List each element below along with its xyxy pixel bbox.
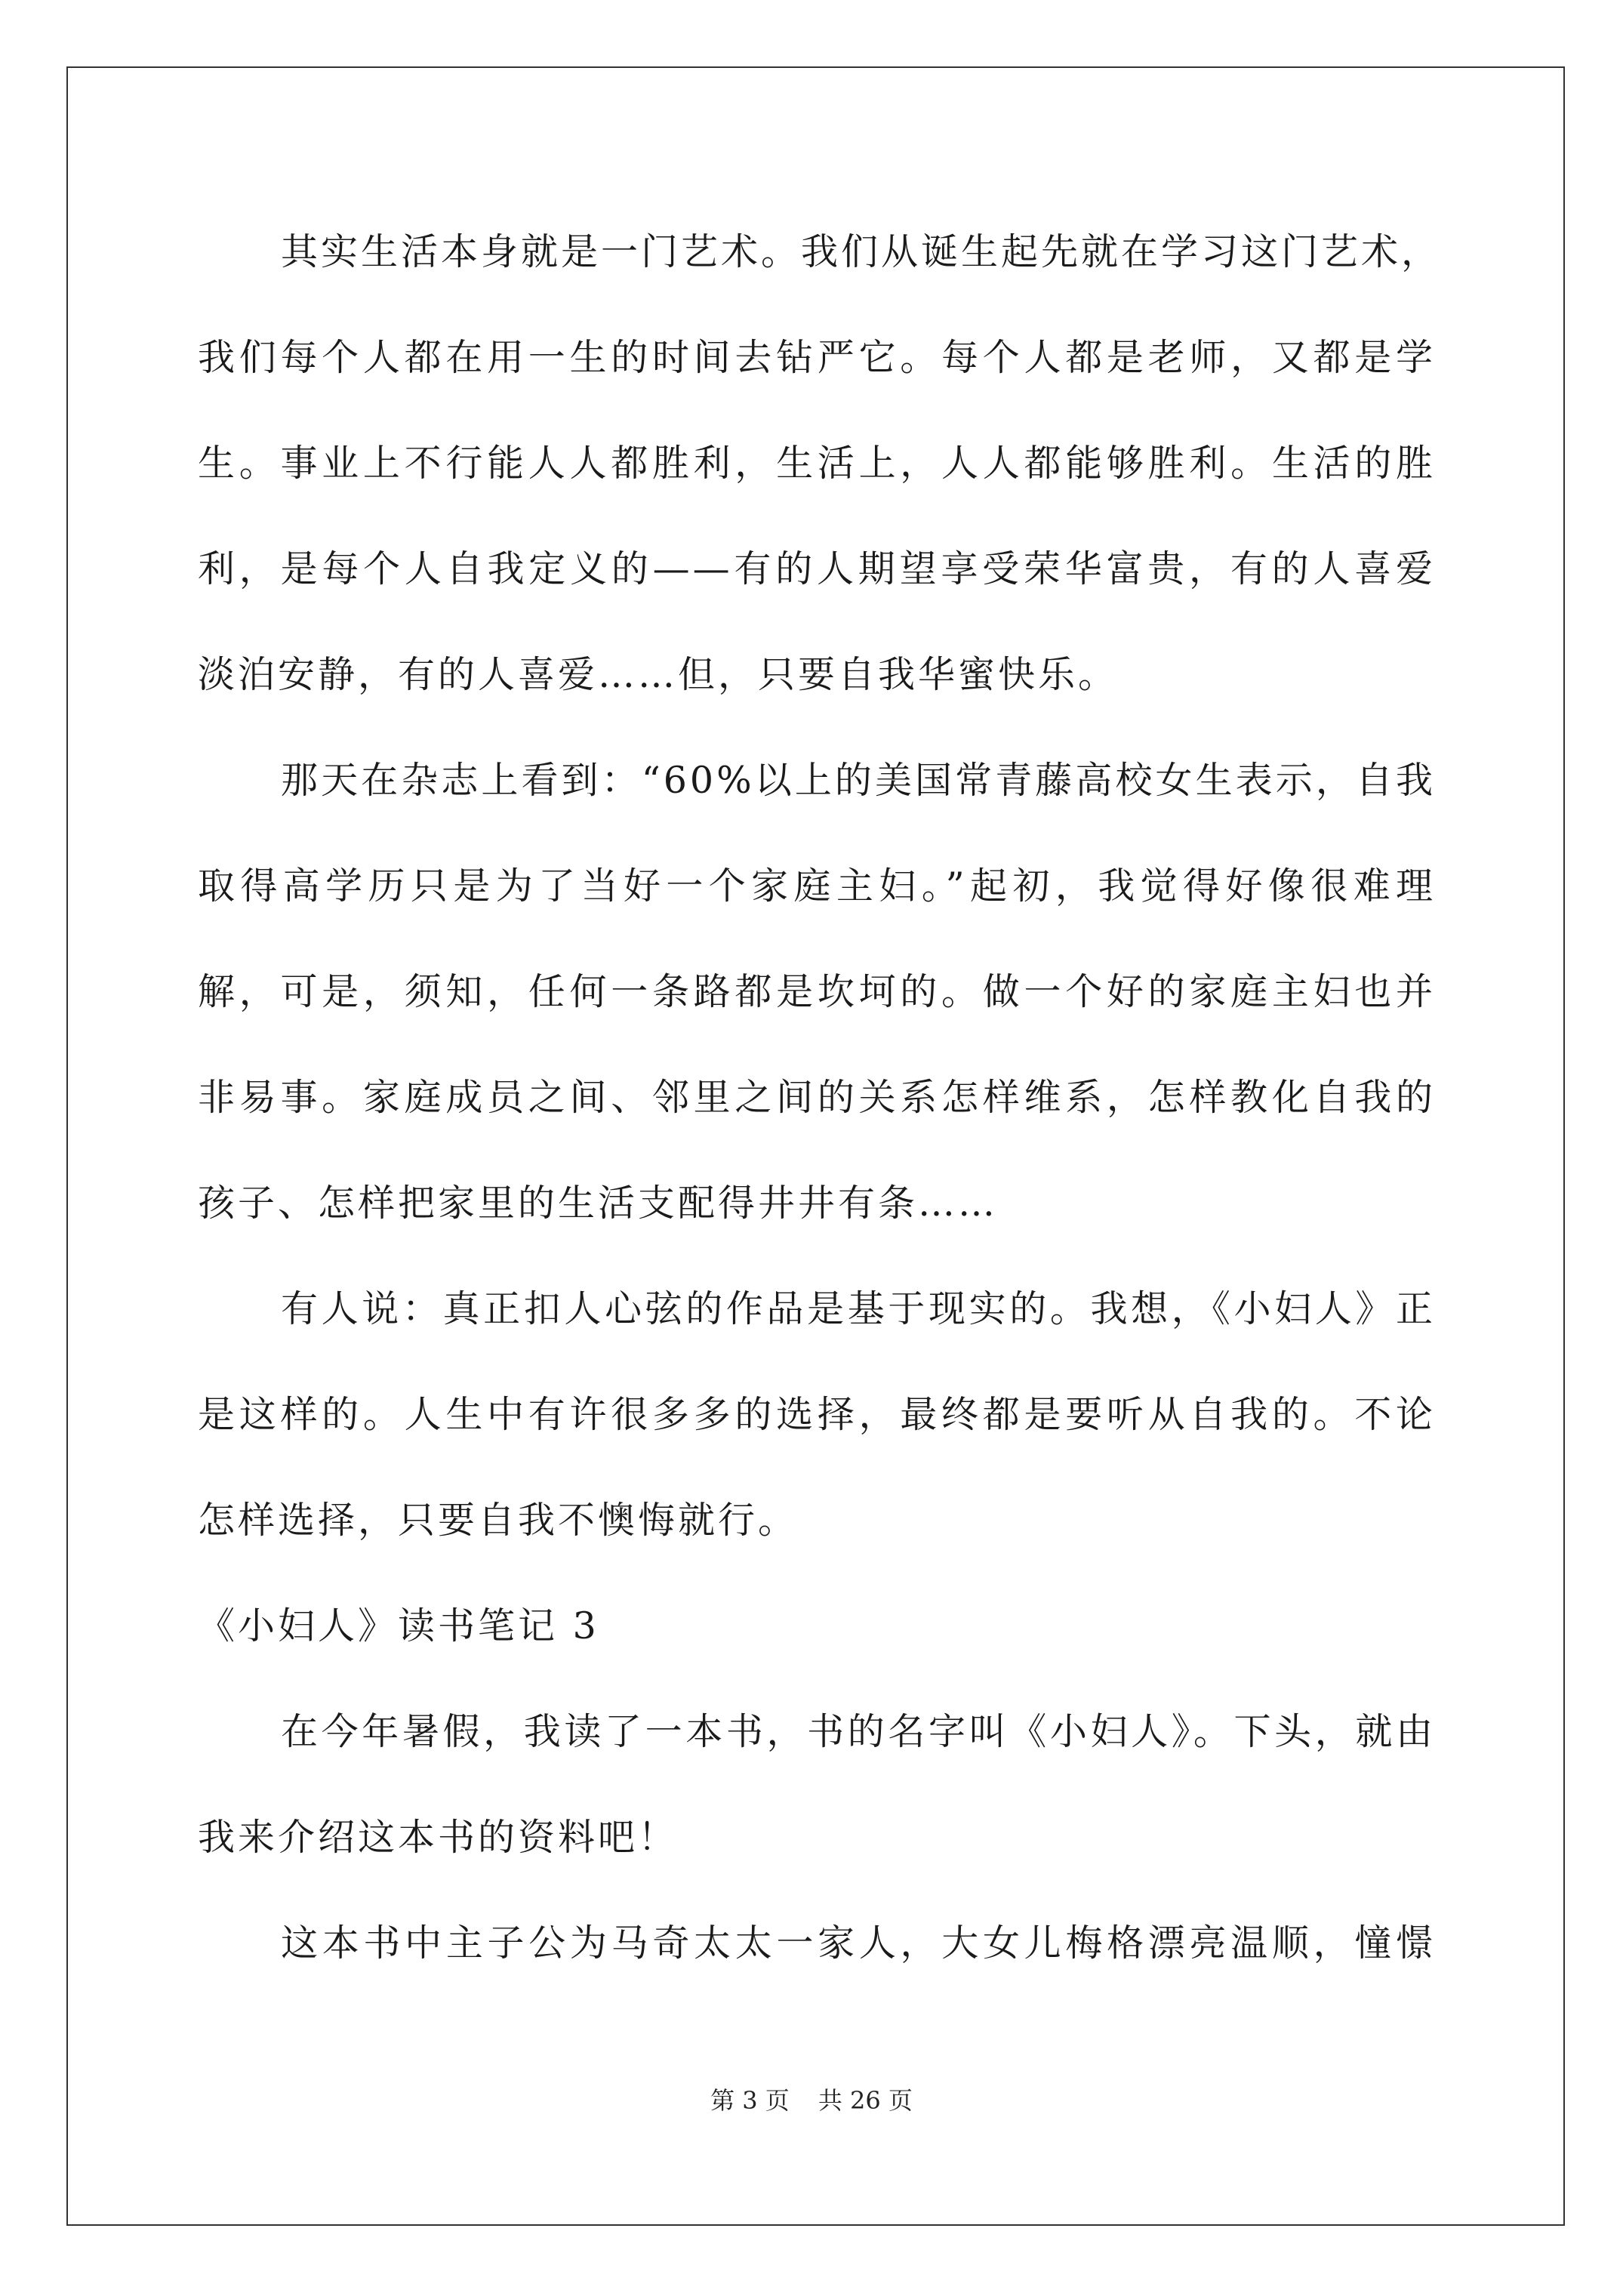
paragraph-1-line-4: 利，是每个人自我定义的——有的人期望享受荣华富贵，有的人喜爱 <box>198 547 1436 590</box>
paragraph-2-line-3: 解，可是，须知，任何一条路都是坎坷的。做一个好的家庭主妇也并 <box>198 970 1436 1013</box>
paragraph-2-line-5: 孩子、怎样把家里的生活支配得井井有条…… <box>198 1182 999 1225</box>
paragraph-2-line-4: 非易事。家庭成员之间、邻里之间的关系怎样维系，怎样教化自我的 <box>198 1076 1436 1119</box>
paragraph-1-line-5: 淡泊安静，有的人喜爱……但，只要自我华蜜快乐。 <box>198 653 1119 696</box>
page-border <box>66 66 1565 2226</box>
paragraph-3-line-1: 有人说：真正扣人心弦的作品是基于现实的。我想，《小妇人》正 <box>281 1287 1436 1330</box>
paragraph-5-line-1: 这本书中主子公为马奇太太一家人，大女儿梅格漂亮温顺，憧憬 <box>281 1922 1436 1965</box>
paragraph-3-line-2: 是这样的。人生中有许很多多的选择，最终都是要听从自我的。不论 <box>198 1393 1436 1436</box>
paragraph-1-line-1: 其实生活本身就是一门艺术。我们从诞生起先就在学习这门艺术， <box>281 230 1442 273</box>
paragraph-4-line-1: 在今年暑假，我读了一本书，书的名字叫《小妇人》。下头，就由 <box>281 1710 1436 1753</box>
paragraph-2-line-2: 取得高学历只是为了当好一个家庭主妇。”起初，我觉得好像很难理 <box>198 864 1436 908</box>
page-total: 共 26 页 <box>818 2086 913 2115</box>
paragraph-2-line-1: 那天在杂志上看到：“60%以上的美国常青藤高校女生表示，自我 <box>281 759 1436 802</box>
paragraph-1-line-2: 我们每个人都在用一生的时间去钻严它。每个人都是老师，又都是学 <box>198 336 1436 379</box>
section-heading: 《小妇人》读书笔记 3 <box>198 1604 599 1647</box>
paragraph-3-line-3: 怎样选择，只要自我不懊悔就行。 <box>198 1499 799 1542</box>
page-number: 第 3 页 <box>710 2086 790 2115</box>
page-footer <box>0 2085 1623 2116</box>
paragraph-1-line-3: 生。事业上不行能人人都胜利，生活上，人人都能够胜利。生活的胜 <box>198 442 1436 485</box>
paragraph-4-line-2: 我来介绍这本书的资料吧！ <box>198 1816 679 1859</box>
